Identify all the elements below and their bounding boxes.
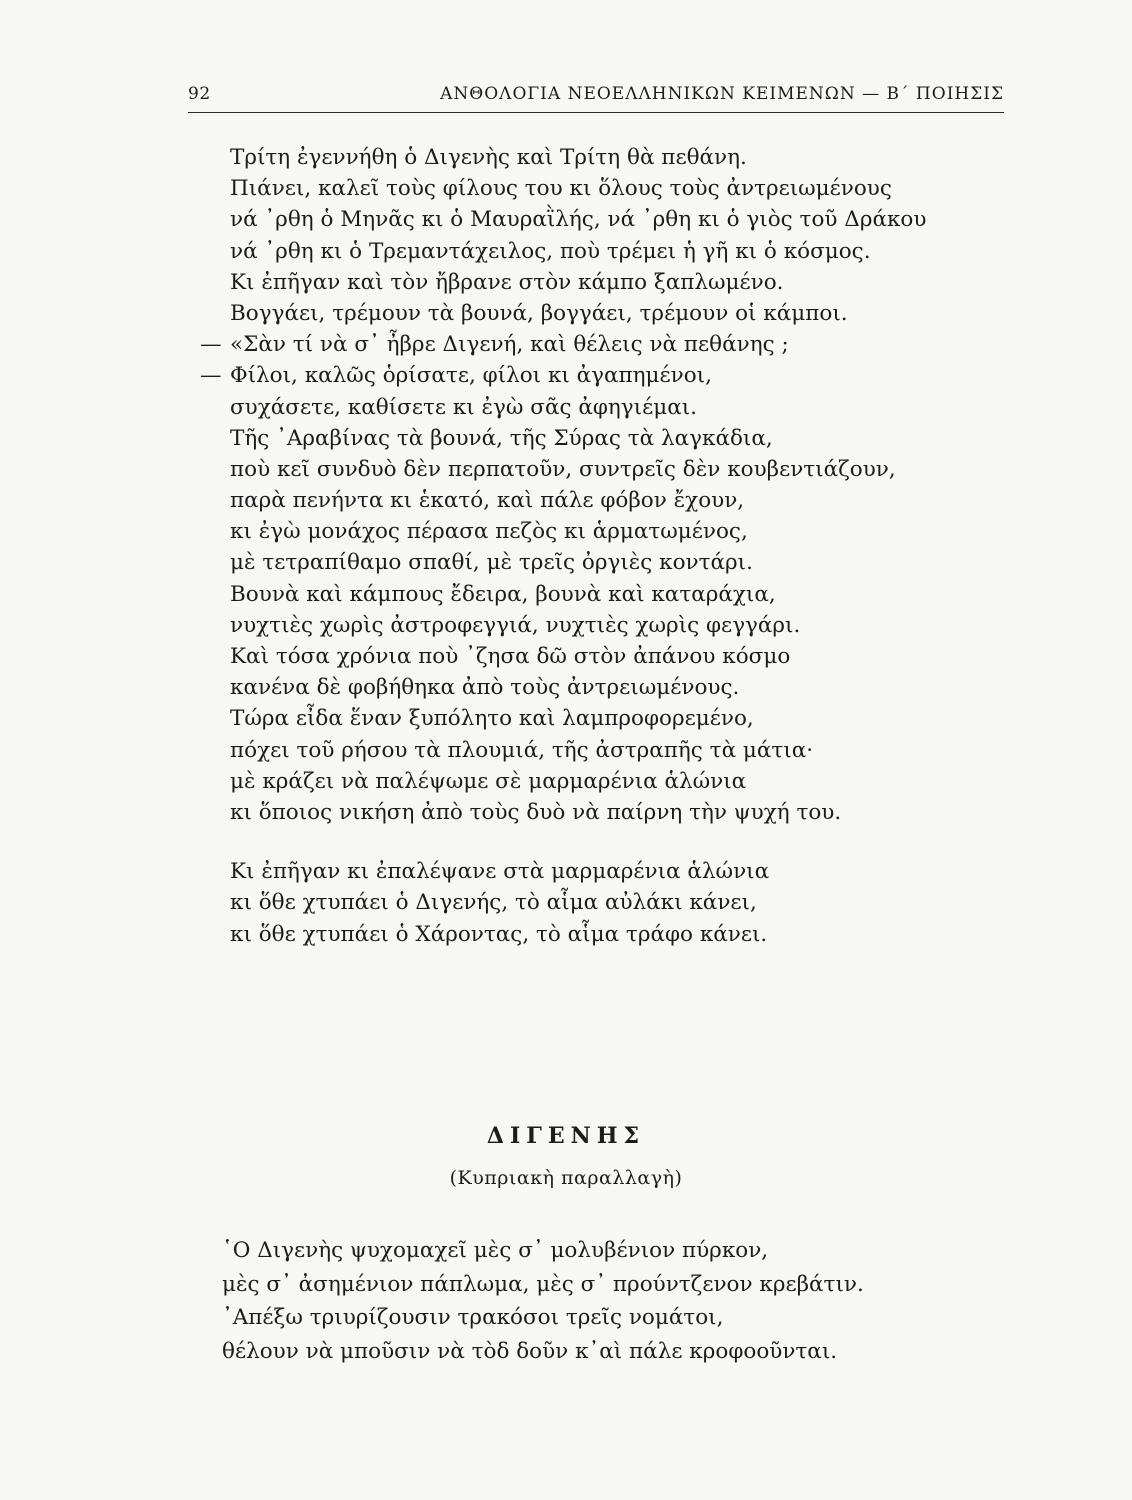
verse-line: Τῆς ᾿Αραβίνας τὰ βουνά, τῆς Σύρας τὰ λαγκάδια, — [230, 425, 773, 451]
verse-line: ᾿Απέξω τριυρίζουσιν τρακόσοι τρεῖς νομάτοι, — [222, 1305, 724, 1330]
verse-line: Βογγάει, τρέμουν τὰ βουνά, βογγάει, τρέμουν οἱ κάμποι. — [230, 300, 848, 326]
verse-line: Τρίτη ἐγεννήθη ὁ Διγενὴς καὶ Τρίτη θὰ πεθάνη. — [230, 145, 747, 170]
section-title: ΔΙΓΕΝΗΣ — [486, 1123, 646, 1149]
verse-line: Καὶ τόσα χρόνια ποὺ ᾿ζησα δῶ στὸν ἀπάνου κόσμο — [230, 644, 791, 669]
verse-line: μὲ κράζει νὰ παλέψωμε σὲ μαρμαρένια ἁλώνια — [230, 768, 747, 794]
stanza-break — [230, 828, 1030, 856]
verse-line: θέλουν νὰ μποῦσιν νὰ τὸδ δοῦν κ᾿αὶ πάλε κροφοοῦνται. — [222, 1338, 838, 1364]
page-number: 92 — [188, 84, 211, 104]
verse-line-dialogue: — «Σὰν τί νὰ σ᾿ ἦβρε Διγενή, καὶ θέλεις νὰ πεθάνης ; — [230, 329, 1030, 360]
verse-line: νά ᾿ρθη κι ὁ Τρεμαντάχειλος, ποὺ τρέμει ἡ γῆ κι ὁ κόσμος. — [230, 238, 871, 264]
verse-line: ῾Ο Διγενὴς ψυχομαχεῖ μὲς σ᾿ μολυβένιον πύρκον, — [222, 1238, 769, 1263]
poem-main — [230, 142, 1030, 950]
verse-line: μὲς σ᾿ ἀσημένιον πάπλωμα, μὲς σ᾿ προύντζενον κρεβάτιν. — [222, 1271, 864, 1297]
verse-line: κανένα δὲ φοβήθηκα ἀπὸ τοὺς ἀντρειωμένους. — [230, 675, 740, 701]
verse-line: κι ἐγὼ μονάχος πέρασα πεζὸς κι ἁρματωμένος, — [230, 519, 748, 545]
verse-line: νυχτιὲς χωρὶς ἀστροφεγγιά, νυχτιὲς χωρὶς φεγγάρι. — [230, 612, 801, 638]
verse-line: πόχει τοῦ ρήσου τὰ πλουμιά, τῆς ἀστραπῆς τὰ μάτια· — [230, 737, 814, 763]
verse-line: κι ὅθε χτυπάει ὁ Διγενής, τὸ αἷμα αὐλάκι κάνει, — [230, 890, 757, 916]
page-header — [188, 82, 1004, 113]
verse-line: συχάσετε, καθίσετε κι ἐγὼ σᾶς ἀφηγιέμαι. — [230, 394, 697, 420]
verse-line: μὲ τετραπίθαμο σπαθί, μὲ τρεῖς ὀργιὲς κοντάρι. — [230, 550, 753, 576]
verse-line: Πιάνει, καλεῖ τοὺς φίλους του κι ὅλους τοὺς ἀντρειωμένους — [230, 176, 892, 202]
verse-line-dialogue: — Φίλοι, καλῶς ὁρίσατε, φίλοι κι ἀγαπημένοι, — [230, 360, 1030, 391]
verse-line: Τώρα εἶδα ἕναν ξυπόλητο καὶ λαμπροφορεμένο, — [230, 706, 754, 732]
verse-line: ποὺ κεῖ συνδυὸ δὲν περπατοῦν, συντρεῖς δὲν κουβεντιάζουν, — [230, 456, 896, 482]
running-title: ΑΝΘΟΛΟΓΙΑ ΝΕΟΕΛΛΗΝΙΚΩΝ ΚΕΙΜΕΝΩΝ — Β΄ ΠΟΙΗΣΙΣ — [440, 84, 1004, 104]
poem-cypriot-variant — [222, 1234, 1042, 1368]
section-subtitle: (Κυπριακὴ παραλλαγὴ) — [449, 1167, 683, 1189]
verse-line: Κι ἐπῆγαν κι ἐπαλέψανε στὰ μαρμαρένια ἁλώνια — [230, 859, 770, 885]
verse-line: παρὰ πενήντα κι ἑκατό, καὶ πάλε φόβον ἔχουν, — [230, 488, 745, 514]
verse-line: κι ὅθε χτυπάει ὁ Χάροντας, τὸ αἷμα τράφο κάνει. — [230, 921, 768, 947]
verse-line: κι ὅποιος νικήση ἀπὸ τοὺς δυὸ νὰ παίρνη τὴν ψυχή του. — [230, 799, 842, 825]
verse-line: Κι ἐπῆγαν καὶ τὸν ἤβρανε στὸν κάμπο ξαπλωμένο. — [230, 269, 784, 295]
verse-line: Βουνὰ καὶ κάμπους ἔδειρα, βουνὰ καὶ καταράχια, — [230, 581, 776, 607]
verse-line: νά ᾿ρθη ὁ Μηνᾶς κι ὁ Μαυραῒλής, νά ᾿ρθη κι ὁ γιὸς τοῦ Δράκου — [230, 207, 927, 233]
